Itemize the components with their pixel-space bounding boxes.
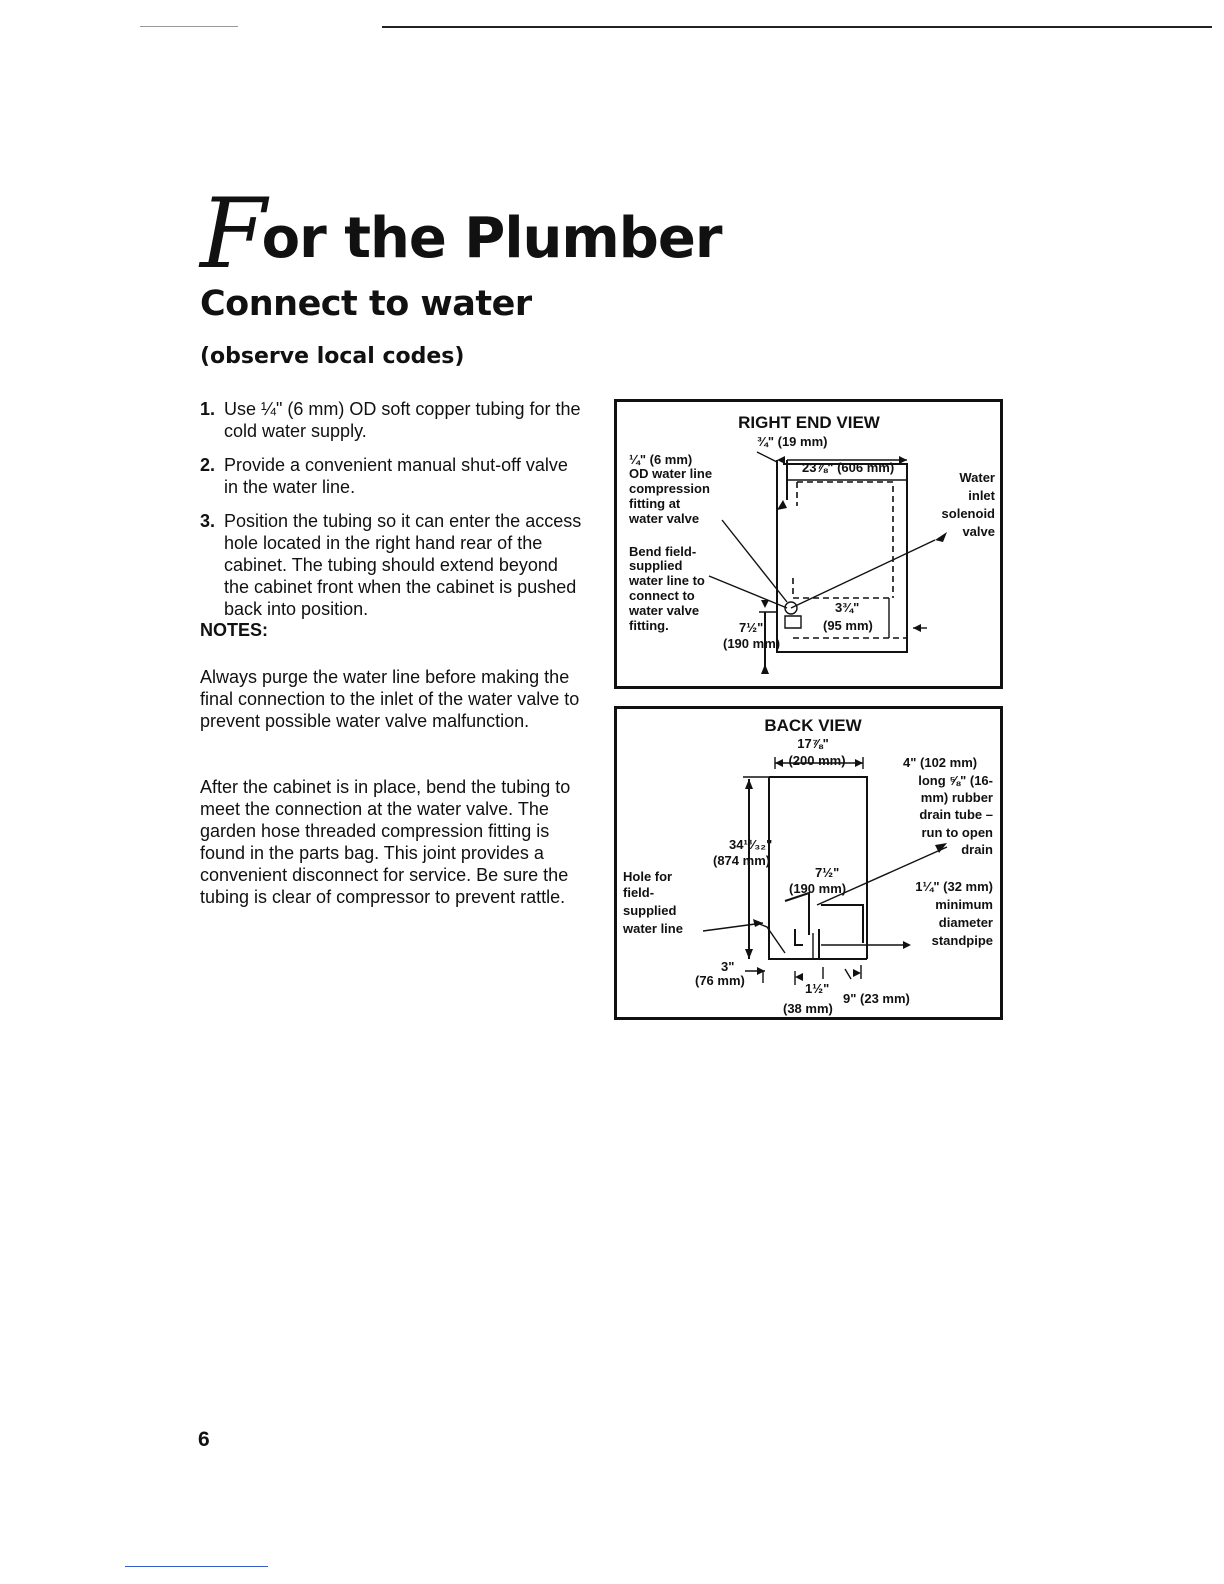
note-paragraph-1: Always purge the water line before making the final connection to the inlet of the water valve to prevent possible water valve malfunction. [200,667,580,731]
top-rule-left [140,26,238,27]
bend-label-line: water valve [629,603,700,618]
list-item [200,398,584,442]
bend-label-line: connect to [629,588,695,603]
step-number: 1. [200,399,216,419]
back-view-svg [617,709,1000,1017]
drain-label-line: mm) rubber [920,790,993,805]
bend-label-line: supplied [629,558,683,573]
right-end-view-svg [617,402,1000,686]
note-paragraph-2: After the cabinet is in place, bend the tubing to meet the connection at the water valve. The garden hose threaded compression fitting is found in the parts bag. This joint provides a convenient disconnect for service. Be sure the tubing is clear of compressor to prevent rattle. [200,777,571,907]
fitting-label-line: OD water line [629,466,713,481]
hole-label-line: supplied [623,903,677,918]
standpipe-label-line: 1¼" (32 mm) [915,879,993,894]
back-view-diagram [614,706,1003,1020]
hole-label-line: field- [623,885,655,900]
dim-inner-in: 7½" [815,865,840,880]
fitting-label-line: water valve [629,511,700,526]
drain-label-line: 4" (102 mm) [903,755,978,770]
right-end-view-diagram [614,399,1003,689]
drain-label-line: long ⅝" (16- [918,773,993,788]
step-text: Position the tubing so it can enter the access hole located in the right hand rear of the cabinet. The tubing should extend beyond the cabinet front when the cabinet is pushed back into position. [224,511,582,619]
dim-small-in: 3¾" [835,600,860,615]
dimension-arrows [761,456,947,674]
hole-label-line: water line [623,921,683,936]
top-rule-main [382,26,1212,28]
dim-height-mm: (190 mm) [723,636,781,651]
list-item [200,510,584,620]
dim-height-mm: (874 mm) [713,853,771,868]
dim-top-label: ¾" (19 mm) [757,434,828,449]
standpipe-label-line: standpipe [931,933,993,948]
section-heading: Connect to water [200,284,532,324]
dim-small-mm: (95 mm) [823,618,873,633]
dim-1half-in: 1½" [805,981,830,996]
solenoid-label-line: Water [959,470,995,485]
dim-inner-mm: (190 mm) [789,881,847,896]
step-text: Use ¼" (6 mm) OD soft copper tubing for the cold water supply. [224,399,581,441]
notes-heading: NOTES: [200,620,269,640]
dim-width-label: 23⅞" (606 mm) [802,460,895,475]
diagram-title: BACK VIEW [764,716,862,735]
drain-label-line: run to open [921,825,993,840]
solenoid-label-line: solenoid [941,506,995,521]
bend-label-line: water line to [629,573,705,588]
step-number: 2. [200,455,216,475]
fitting-label-line: fitting at [629,496,681,511]
dim-height-in: 34¹³⁄₃₂" [729,837,773,852]
step-text: Provide a convenient manual shut-off valve in the water line. [224,455,568,497]
title-rest: or the Plumber [261,206,722,271]
page-title [200,168,722,290]
drain-label-line: drain [961,842,993,857]
fitting-label-line: ¼" (6 mm) [629,452,693,467]
step-number: 3. [200,511,216,531]
solenoid-label-line: valve [962,524,995,539]
bend-label-line: fitting. [629,618,669,633]
dim-1half-mm: (38 mm) [783,1001,833,1016]
solenoid-label-line: inlet [968,488,995,503]
dimension-arrows [745,759,947,981]
bend-label-line: Bend field- [629,544,697,559]
standpipe-label-line: diameter [938,915,993,930]
section-subheading: (observe local codes) [200,344,465,369]
dim-3-in: 3" [721,959,735,974]
standpipe-label-line: minimum [935,897,993,912]
dim-3-mm: (76 mm) [695,973,745,988]
title-initial: F [200,178,266,290]
list-item [200,454,584,498]
hole-label-line: Hole for [623,869,673,884]
diagram-title: RIGHT END VIEW [738,413,880,432]
dim-top-in: 17⅞" [797,736,829,751]
step-list [200,398,584,632]
page-number: 6 [198,1428,210,1451]
bottom-rule [125,1566,268,1567]
dim-9: 9" (23 mm) [843,991,910,1006]
drain-label-line: drain tube – [919,807,993,822]
dim-top-mm: (200 mm) [788,753,846,768]
valve-fitting [785,602,801,628]
dim-height-in: 7½" [739,620,764,635]
fitting-label-line: compression [629,481,710,496]
